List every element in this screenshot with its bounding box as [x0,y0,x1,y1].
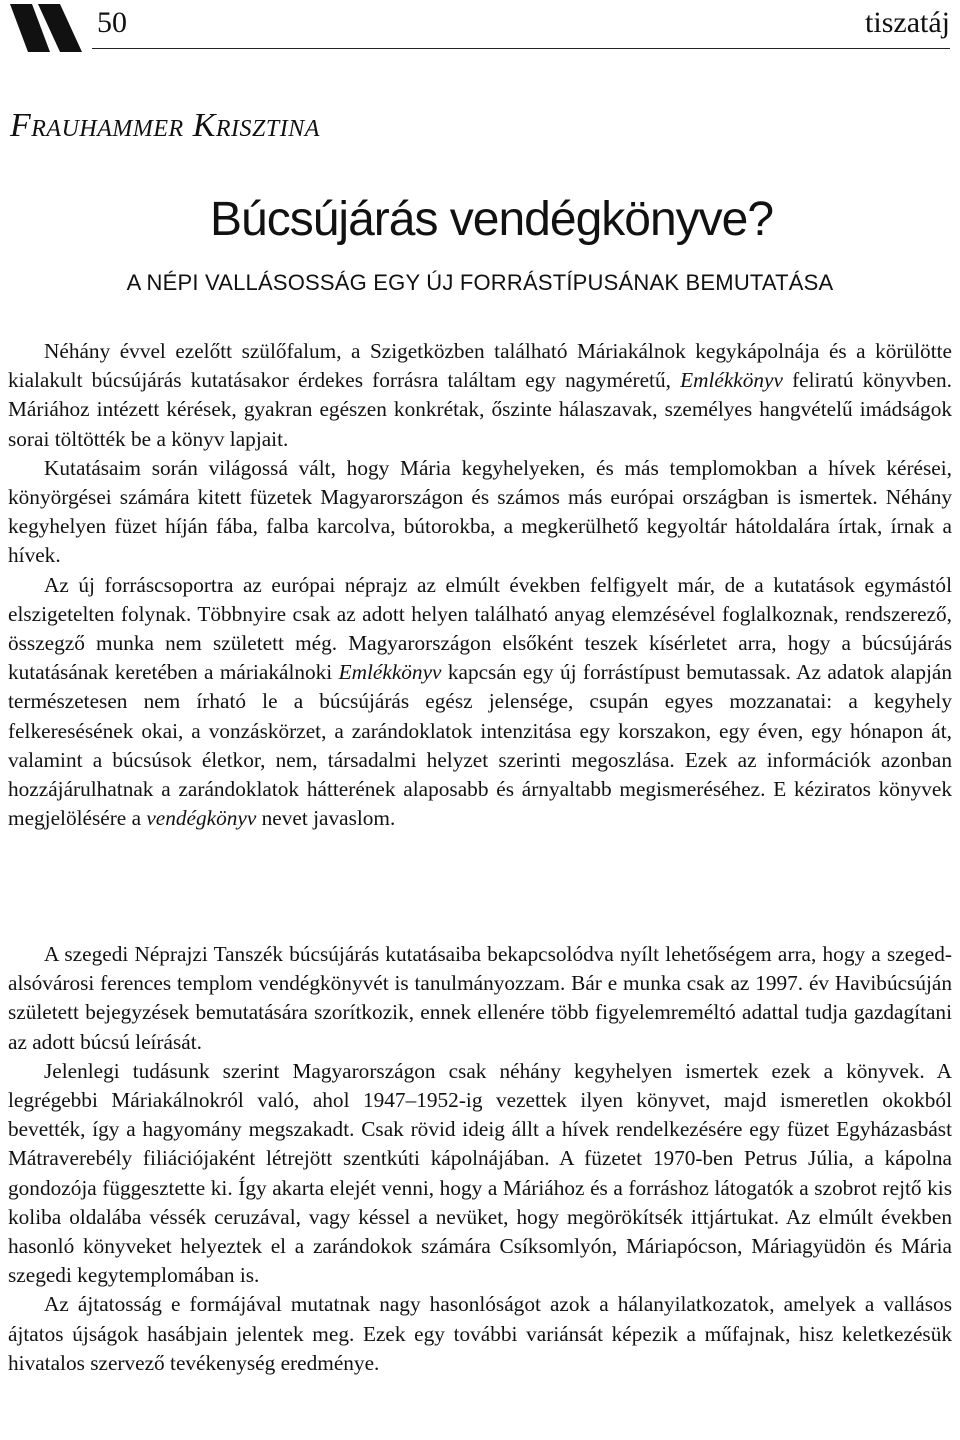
paragraph: Jelenlegi tudásunk szerint Magyarországon csak néhány kegyhelyen ismertek ezek a könyvek. A legrégebbi Máriakálnokról való, ahol 1947–1952-ig vezettek ilyen könyvet, majd ismeretlen okokból bevették, így a hagyomány megszakadt. Csak rövid ideig állt a hívek rendelkezésére egy füzet Egyházasbást Mátraverebély filiációjaként létrejött szentkúti kápolnájában. A füzetet 1970-ben Petrus Júlia, a kápolna gondozója függesztette ki. Így akarta elejét venni, hogy a Máriához és a forráshoz látogatók a szobrot rejtő kis koliba oldalába véssék ceruzával, vagy késsel a nevüket, hogy megörökítsék ittjártukat. Az elmúlt években hasonló könyveket helyeztek el a zarándokok számára Csíksomlyón, Máriapócson, Máriagyüdön és Mária szegedi kegytemplomában is. [8,1058,952,1288]
page-number: 50 [97,6,127,39]
body-section-1 [8,337,952,833]
article-subtitle: A NÉPI VALLÁSOSSÁG EGY ÚJ FORRÁSTÍPUSÁNAK BEMUTATÁSA [126,270,834,295]
emphasis: Emlékkönyv [680,368,783,393]
body-section-2 [8,940,952,1378]
article-author: Frauhammer Krisztina [10,107,320,144]
double-chevron-logo-icon [10,4,82,52]
paragraph: Az ájtatosság e formájával mutatnak nagy hasonlóságot azok a hálanyilatkozatok, amelyek a vallásos ájtatos újságok hasábjain jelentek meg. Ezek egy további variánsát képezik a műfajnak, hisz keletkezésük hivatalos szervező tevékenység eredménye. [8,1292,952,1375]
paragraph: Néhány évvel ezelőtt szülőfalum, a Szigetközben található Máriakálnok kegykápolnája és a körülötte kialakult búcsújárás kutatásakor érdekes forrásra találtam egy nagyméretű, Emlékkönyv feliratú könyvben. Máriához intézett kérések, gyakran egészen konkrétak, őszinte hálaszavak, személyes hangvételű imádságok sorai töltötték be a könyv lapjait. [8,339,953,451]
article-title: Búcsújárás vendégkönyve? [210,193,774,246]
header-rule [92,48,950,49]
paragraph: Kutatásaim során világossá vált, hogy Mária kegyhelyeken, és más templomokban a hívek kérései, könyörgései számára kitett füzetek Magyarországon és számos más európai országban is ismertek. Néhány kegyhelyen füzet híján fába, falba karcolva, bútorokba, a megkerülhető kegyoltár hátoldalára írtak, írnak a hívek. [8,455,952,568]
journal-name: tiszatáj [865,6,950,39]
paragraph: Az új forráscsoportra az európai néprajz az elmúlt években felfigyelt már, de a kutatások egymástól elszigetelten folynak. Többnyire csak az adott helyen található anyag elemzésével foglalkoznak, rendszerező, összegző munka nem született még. Magyarországon elsőként teszek kísérletet arra, hogy a búcsújárás kutatásának keretében a máriakálnoki Emlékkönyv kapcsán egy új forrástípust bemutassak. Az adatok alapján természetesen nem írható le a búcsújárás egész jelensége, csupán egyes mozzanatai: a kegyhely felkeresésének okai, a vonzáskörzet, a zarándoklatok intenzitása egy korszakon, egy éven, egy hónapon át, valamint a búcsúsok életkor, nem, társadalmi helyzet szerinti megoszlása. Ezek az információk azonban hozzájárulhatnak a zarándoklatok hátterének alaposabb és árnyaltabb megismeréséhez. E kéziratos könyvek megjelölésére a vendégkönyv nevet javaslom. [8,572,952,831]
paragraph: A szegedi Néprajzi Tanszék búcsújárás kutatásaiba bekapcsolódva nyílt lehetőségem arra, hogy a szeged-alsóvárosi ferences templom vendégkönyvét is tanulmányozzam. Bár e munka csak az 1997. év Havibúcsúján született bejegyzések bemutatására szorítkozik, ennek ellenére több figyelemreméltó adattal tudja gazdagítani az adott búcsú leírását. [8,942,952,1054]
running-header [0,0,960,56]
emphasis: vendégkönyv [146,806,257,831]
emphasis: Emlékkönyv [338,660,442,685]
